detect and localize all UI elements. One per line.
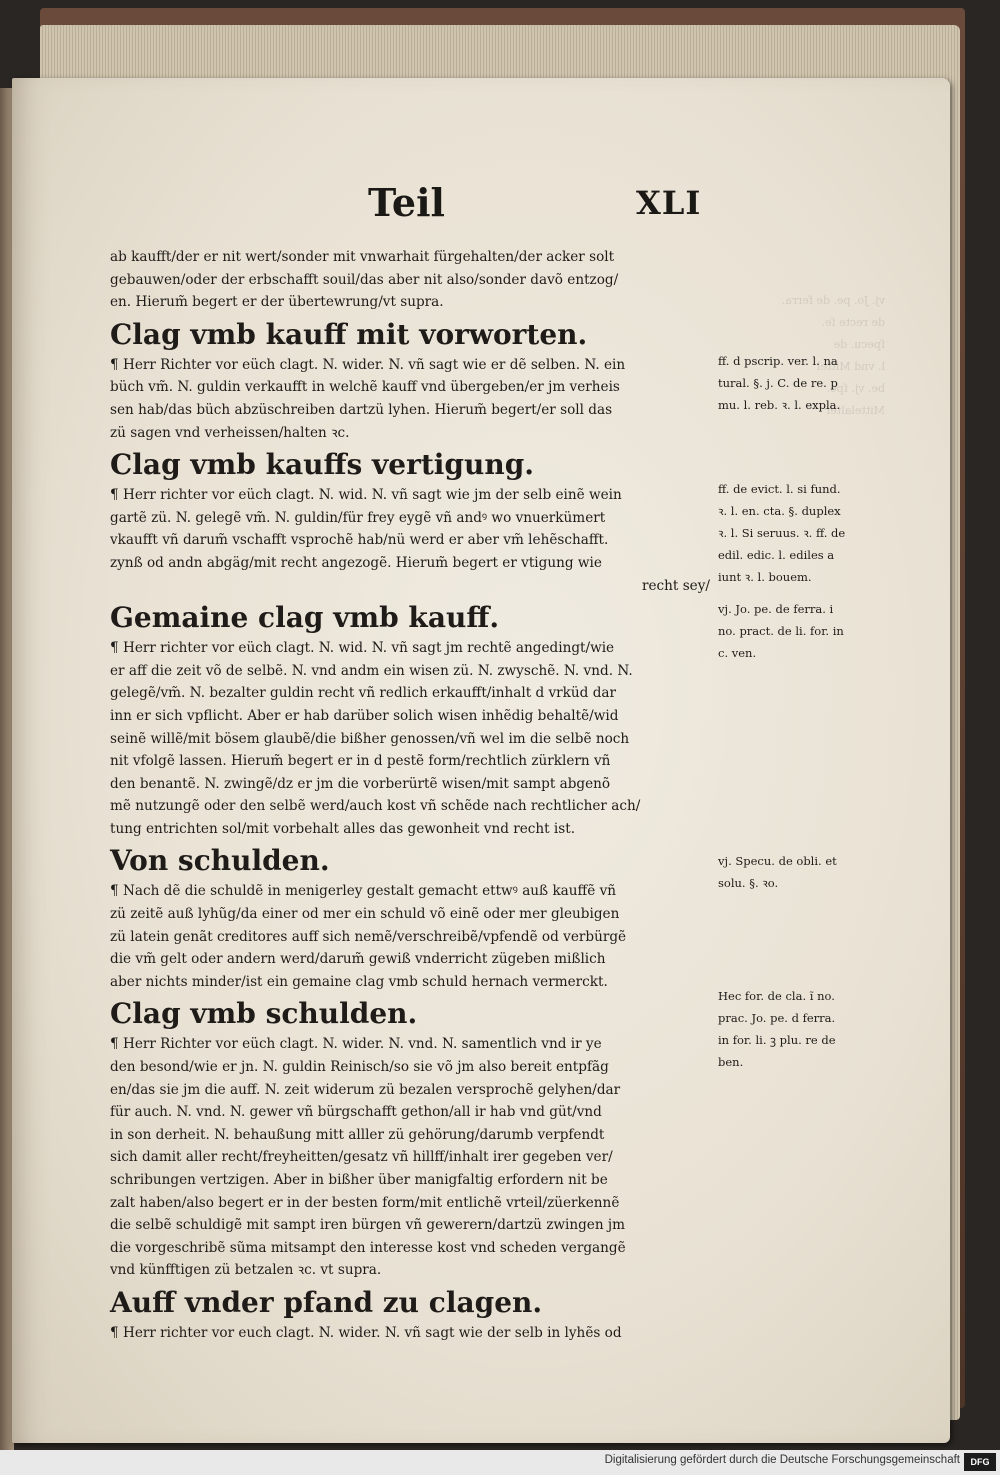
text-line: gebauwen/oder der erbschafft souil/das aber nit also/sonder davõ entzog/ (110, 271, 619, 288)
folio-number: XLI (636, 184, 702, 222)
running-header (0, 180, 1000, 240)
text-line: ¶ Nach dẽ die schuldẽ in menigerley gestalt gemacht ettwꝰ auß kauffẽ vñ (110, 883, 617, 900)
marginal-note-line: ff. de evict. l. si fund. (718, 482, 841, 496)
text-line: nit vfolgẽ lassen. Hierum̃ begert er in d pestẽ form/rechtlich zürklern vñ (110, 753, 611, 770)
marginal-note-line: ff. d pscrip. ver. l. na (718, 354, 838, 368)
text-line: die vm̃ gelt oder andern werd/darum̃ gewiß vnderricht zügeben mißlich (110, 951, 606, 968)
text-line: seinẽ willẽ/mit bösem glaubẽ/die bißher genossen/vñ wel im die selbẽ noch (110, 730, 630, 747)
marginal-note-line: vj. Specu. de obli. et (718, 854, 837, 868)
text-line: en. Hierum̃ begert er der übertewrung/vt supra. (110, 294, 444, 311)
marginal-note (718, 478, 868, 588)
text-line: ab kaufft/der er nit wert/sonder mit vnwarhait fürgehalten/der acker solt (110, 249, 615, 265)
text-line: ¶ Herr richter vor eüch clagt. N. wid. N. vñ sagt wie jm der selb einẽ wein (110, 487, 622, 504)
text-line: zynß od andn abgäg/mit recht angezogẽ. Hierum̃ begert er vtigung wie (110, 554, 602, 571)
text-line: ¶ Herr Richter vor eüch clagt. N. wider. N. vñ sagt wie er dẽ selben. N. ein (110, 356, 626, 373)
marginal-note (718, 985, 868, 1073)
text-line: tung entrichten sol/mit vorbehalt alles das gewonheit vnd recht ist. (110, 820, 576, 837)
marginal-note-line: ꝛ. l. en. cta. §. duplex (718, 504, 841, 518)
marginal-note-line: Hec for. de cla. ĩ no. (718, 989, 835, 1003)
section-heading: Clag vmb kauffs vertigung. (110, 448, 535, 482)
marginal-note-line: ben. (718, 1055, 744, 1069)
text-line: sich damit aller recht/freyheitten/gesatz vñ hillff/inhalt irer gegeben ver/ (110, 1149, 613, 1166)
text-line: in son derheit. N. behaußung mitt alller zü gehörung/darumb verpfendt (110, 1126, 605, 1143)
text-line: zalt haben/also begert er in der besten form/mit entlichẽ vrteil/züerkennẽ (110, 1194, 620, 1211)
text-line: büch vm̃. N. guldin verkaufft in welchẽ kauff vnd übergeben/er jm verheis (110, 379, 620, 396)
text-line: aber nichts minder/ist ein gemaine clag vmb schuld hernach vermerckt. (110, 973, 608, 990)
marginal-note-line: iunt ꝛ. l. bouem. (718, 570, 812, 584)
text-line: für auch. N. vnd. N. gewer vñ bürgschafft gethon/all ir hab vnd güt/vnd (110, 1104, 602, 1121)
dfg-logo: DFG (964, 1453, 996, 1471)
funding-credit: Digitalisierung gefördert durch die Deutsche Forschungsgemeinschaft (604, 1454, 960, 1466)
text-line: die vorgeschribẽ sũma mitsampt den interesse kost vnd scheden vergangẽ (110, 1239, 626, 1256)
marginal-note-line: c. ven. (718, 646, 757, 660)
text-line: schribungen vertzigen. Aber in bißher über manigfaltig erfordern nit be (110, 1172, 608, 1188)
text-line: er aff die zeit võ de selbẽ. N. vnd andm ein wisen zü. N. zwyschẽ. N. vnd. N. (110, 662, 633, 679)
running-title: Teil (368, 180, 445, 225)
text-line: ¶ Herr Richter vor eüch clagt. N. wider. N. vnd. N. samentlich vnd ir ye (110, 1036, 602, 1053)
section-heading: Clag vmb kauff mit vorworten. (110, 317, 588, 351)
marginal-note (718, 598, 868, 664)
marginal-note (718, 350, 868, 416)
text-line: ¶ Herr richter vor euch clagt. N. wider. N. vñ sagt wie der selb in lyhẽs od (110, 1324, 622, 1341)
text-line: die selbẽ schuldigẽ mit sampt iren bürgen vñ gewerern/dartzü zwingen jm (110, 1217, 626, 1234)
section-heading: Clag vmb schulden. (110, 997, 418, 1031)
marginal-note-line: vj. Jo. pe. de ferra. i (718, 602, 834, 616)
show-through-text: vj. Jo. pe. de ferra. de recte ſe. ſpecu. de l. vnd Mittel be. vj. ſpe. Mittelalter (781, 294, 885, 417)
marginal-note-line: edil. edic. l. ediles a (718, 548, 835, 562)
marginal-note-line: solu. §. ꝛo. (718, 876, 779, 890)
section-heading: Auff vnder pfand zu clagen. (110, 1285, 543, 1319)
footer-bar (0, 1450, 1000, 1475)
text-line: den besond/wie er jn. N. guldin Reinisch/so sie võ jm also bereit entpfãg (110, 1059, 609, 1076)
text-line: vkaufft vñ darum̃ vschafft vsprochẽ hab/nü werd er aber vm̃ lehẽschafft. (110, 532, 609, 549)
marginal-note (718, 850, 868, 894)
text-line: den benantẽ. N. zwingẽ/dz er jm die vorberürtẽ wisen/mit sampt abgenõ (110, 775, 611, 792)
text-line: mẽ nutzungẽ oder den selbẽ werd/auch kost vñ schẽde nach rechtlicher ach/ (110, 798, 641, 815)
marginal-note-line: prac. Jo. pe. d ferra. (718, 1011, 836, 1025)
main-text-column (110, 246, 710, 1345)
marginal-note-line: tural. §. j. C. de re. p (718, 376, 838, 390)
section-heading: Von schulden. (110, 844, 330, 878)
text-line: en/das sie jm die auff. N. zeit widerum zü bezalen versprochẽ gelyhen/dar (110, 1081, 621, 1098)
marginal-note-line: no. pract. de li. for. in (718, 624, 844, 638)
text-line: ¶ Herr richter vor eüch clagt. N. wid. N. vñ sagt jm rechtẽ angedingt/wie (110, 640, 615, 657)
text-line: zü sagen vnd verheissen/halten ꝛc. (110, 424, 350, 441)
marginal-note-line: mu. l. reb. ꝛ. l. expla. (718, 398, 841, 412)
text-line: sen hab/das büch abzüschreiben dartzü lyhen. Hierum̃ begert/er soll das (110, 401, 613, 418)
text-line: inn er sich vpflicht. Aber er hab darüber solich wisen inhẽdig behaltẽ/wid (110, 707, 619, 724)
text-line: vnd künfftigen zü betzalen ꝛc. vt supra. (110, 1262, 382, 1279)
marginal-note-line: in for. li. ꝫ plu. re de (718, 1033, 836, 1047)
text-line: zü zeitẽ auß lyhũg/da einer od mer ein schuld võ einẽ oder mer gleubigen (110, 906, 620, 923)
text-line: gelegẽ/vm̃. N. bezalter guldin recht vñ redlich erkaufft/inhalt d vrküd dar (110, 685, 616, 702)
marginal-note-line: ꝛ. l. Si seruus. ꝛ. ff. de (718, 526, 846, 540)
text-line: recht sey/ (642, 577, 710, 594)
text-line: gartẽ zü. N. gelegẽ vm̃. N. guldin/für frey eygẽ vñ andꝰ wo vnuerkümert (110, 509, 606, 526)
text-line: zü latein genãt creditores auff sich nemẽ/verschreibẽ/vpfendẽ od verbürgẽ (110, 928, 627, 945)
section-heading: Gemaine clag vmb kauff. (110, 601, 500, 635)
